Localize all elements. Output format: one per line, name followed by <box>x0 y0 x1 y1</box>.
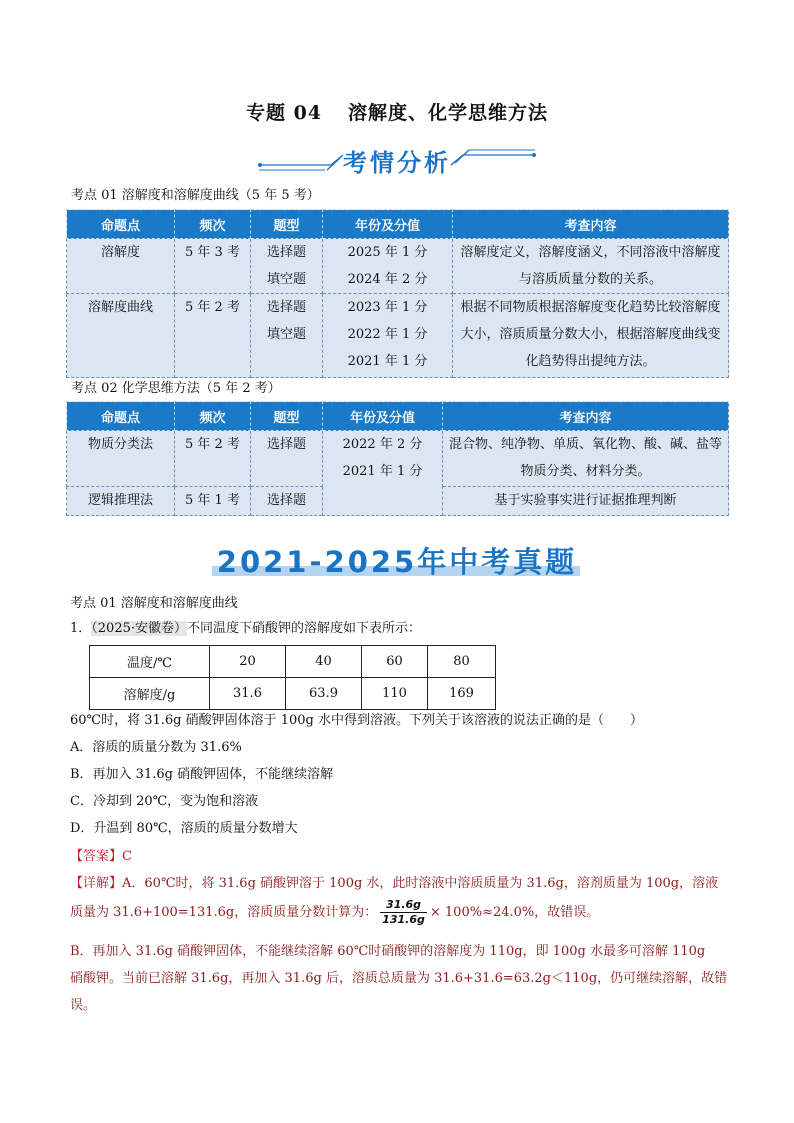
kaodian2-table <box>66 401 729 516</box>
year-cell <box>323 431 443 516</box>
kaodian2-heading: 考点 02 化学思维方法（5 年 2 考） <box>71 381 281 396</box>
year-item: 2023 年 1 分 <box>347 300 428 315</box>
header-cell: 命题点 <box>67 210 175 239</box>
header-cell: 考查内容 <box>443 402 729 431</box>
year-cell <box>323 294 453 378</box>
freq-cell: 5 年 3 考 <box>175 239 251 294</box>
question-number: 1． <box>70 621 92 636</box>
topic-name: 溶解度、化学思维方法 <box>348 102 549 124</box>
point-cell: 溶解度 <box>67 239 175 294</box>
topic-number: 专题 04 <box>245 102 323 124</box>
type-cell <box>251 239 323 294</box>
content-cell: 根据不同物质根据溶解度变化趋势比较溶解度大小，溶质质量分数大小，根据溶解度曲线变化趋势得出提纯方法。 <box>453 294 729 378</box>
detail-text: × 100%≈24.0%，故错误。 <box>429 905 600 920</box>
table-header-row <box>67 210 729 239</box>
option-c: C．冷却到 20℃，变为饱和溶液 <box>70 794 259 809</box>
answer-label: 【答案】 <box>70 849 123 864</box>
question-intro <box>70 617 421 636</box>
header-cell: 题型 <box>251 210 323 239</box>
section-heading: 考点 01 溶解度和溶解度曲线 <box>70 596 238 611</box>
question-stem: 60℃时，将 31.6g 硝酸钾固体溶于 100g 水中得到溶液。下列关于该溶液的说法正确的是（ ） <box>70 713 644 728</box>
content-cell: 混合物、纯净物、单质、氧化物、酸、碱、盐等物质分类、材料分类。 <box>443 431 729 487</box>
year-item: 2024 年 2 分 <box>347 272 428 287</box>
year-item: 2022 年 2 分 <box>342 437 423 452</box>
detail-line-b1: B．再加入 31.6g 硝酸钾固体，不能继续溶解 60℃时硝酸钾的溶解度为 110g，即 100g 水最多可溶解 110g <box>70 944 706 959</box>
header-cell: 频次 <box>175 402 251 431</box>
table-cell: 31.6 <box>210 678 286 710</box>
banner-title: 考情分析 <box>343 149 451 177</box>
kaodian1-heading: 考点 01 溶解度和溶解度曲线（5 年 5 考） <box>71 188 320 203</box>
table-row <box>67 431 729 487</box>
freq-cell: 5 年 2 考 <box>175 294 251 378</box>
header-cell: 年份及分值 <box>323 210 453 239</box>
table-row <box>90 646 496 678</box>
point-cell: 逻辑推理法 <box>67 487 175 516</box>
header-cell: 频次 <box>175 210 251 239</box>
type-cell <box>251 294 323 378</box>
type-item: 填空题 <box>266 327 306 342</box>
type-item: 选择题 <box>266 245 306 260</box>
freq-cell: 5 年 2 考 <box>175 431 251 487</box>
table-cell: 80 <box>428 646 496 678</box>
detail-label: 【详解】 <box>70 876 123 891</box>
detail-line-b3: 误。 <box>70 998 97 1013</box>
table-cell: 20 <box>210 646 286 678</box>
fraction-numerator: 31.6g <box>380 898 427 913</box>
fraction <box>380 898 427 927</box>
answer-line <box>70 845 132 864</box>
type-item: 填空题 <box>266 272 306 287</box>
header-cell: 题型 <box>251 402 323 431</box>
option-a: A．溶质的质量分数为 31.6% <box>70 740 242 755</box>
question-source: （2025·安徽卷） <box>91 621 187 636</box>
table-row <box>67 294 729 378</box>
freq-cell: 5 年 1 考 <box>175 487 251 516</box>
point-cell: 物质分类法 <box>67 431 175 487</box>
year-item: 2021 年 1 分 <box>342 464 423 479</box>
page-title <box>0 98 794 125</box>
question-intro-text: 不同温度下硝酸钾的溶解度如下表所示： <box>187 621 422 636</box>
header-cell: 年份及分值 <box>323 402 443 431</box>
detail-text: 质量为 31.6+100=131.6g，溶质质量分数计算为： <box>70 905 378 920</box>
detail-text: A．60℃时，将 31.6g 硝酸钾溶于 100g 水，此时溶液中溶质质量为 31.6g，溶剂质量为 100g，溶液 <box>122 876 719 891</box>
table-row <box>90 678 496 710</box>
detail-line-a1 <box>70 872 718 891</box>
table-header-row <box>67 402 729 431</box>
header-cell: 命题点 <box>67 402 175 431</box>
detail-line-b2: 硝酸钾。当前已溶解 31.6g，再加入 31.6g 后，溶质总质量为 31.6+31.6=63.2g＜110g，仍可继续溶解，故错 <box>70 971 728 986</box>
option-b: B．再加入 31.6g 硝酸钾固体，不能继续溶解 <box>70 767 334 782</box>
table-cell: 63.9 <box>286 678 362 710</box>
type-cell: 选择题 <box>251 487 323 516</box>
table-cell: 110 <box>362 678 428 710</box>
table-cell: 60 <box>362 646 428 678</box>
kaodian1-table <box>66 209 729 378</box>
option-d: D．升温到 80℃，溶质的质量分数增大 <box>70 821 298 836</box>
exam-heading <box>0 540 794 581</box>
table-cell: 169 <box>428 678 496 710</box>
table-cell: 40 <box>286 646 362 678</box>
content-cell: 溶解度定义，溶解度涵义，不同溶液中溶解度与溶质质量分数的关系。 <box>453 239 729 294</box>
year-item: 2021 年 1 分 <box>347 354 428 369</box>
year-cell <box>323 239 453 294</box>
fraction-denominator: 131.6g <box>382 913 425 926</box>
content-cell: 基于实验事实进行证据推理判断 <box>443 487 729 516</box>
type-item: 选择题 <box>266 300 306 315</box>
table-cell: 溶解度/g <box>90 678 210 710</box>
year-item: 2022 年 1 分 <box>347 327 428 342</box>
table-row <box>67 239 729 294</box>
type-cell: 选择题 <box>251 431 323 487</box>
answer-value: C <box>122 849 132 864</box>
header-cell: 考查内容 <box>453 210 729 239</box>
solubility-table <box>89 645 496 710</box>
exam-heading-text: 2021-2025年中考真题 <box>216 545 578 579</box>
point-cell: 溶解度曲线 <box>67 294 175 378</box>
analysis-banner <box>257 143 537 177</box>
year-item: 2025 年 1 分 <box>347 245 428 260</box>
detail-line-a2 <box>70 898 599 927</box>
table-cell: 温度/℃ <box>90 646 210 678</box>
